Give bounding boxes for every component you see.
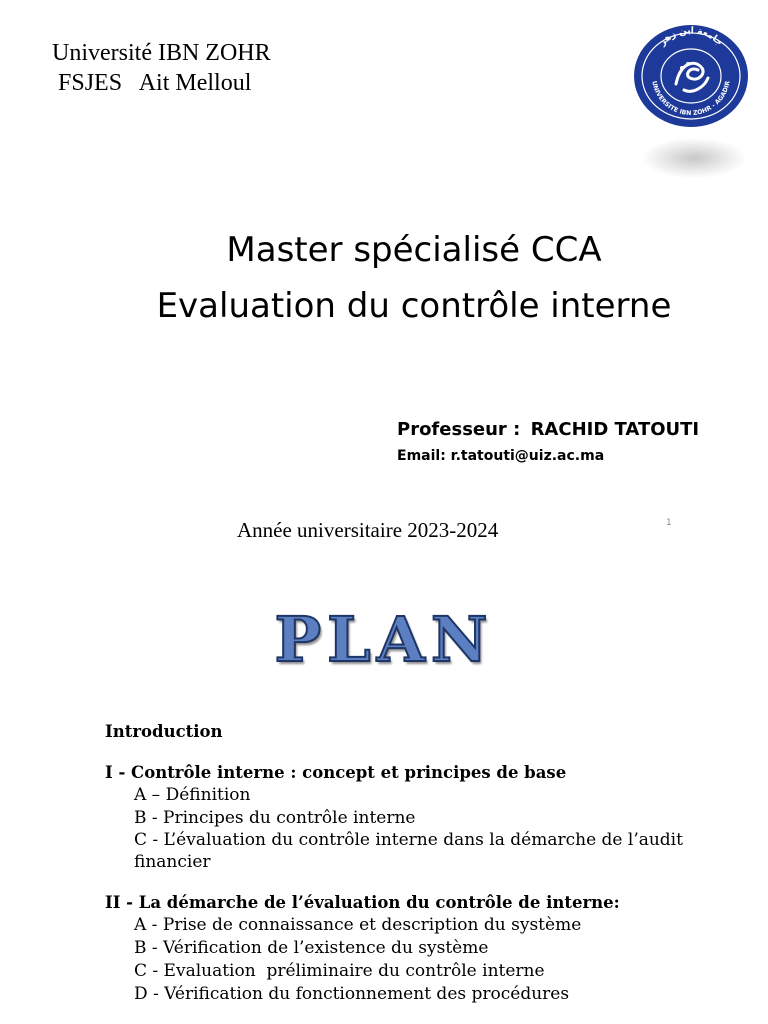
professor-line	[397, 418, 699, 442]
toc-section-1-item-c-continued: financier	[134, 852, 211, 872]
email-line	[397, 445, 604, 467]
toc-section-2-title: II - La démarche de l’évaluation du contrôle de interne:	[105, 893, 620, 912]
title-line-2: Evaluation du contrôle interne	[156, 286, 672, 326]
toc-introduction: Introduction	[105, 722, 223, 741]
university-header	[52, 38, 271, 98]
table-of-contents	[105, 720, 765, 1006]
university-seal-icon	[632, 24, 750, 128]
toc-section-2-item-d: D - Vérification du fonctionnement des procédures	[134, 984, 570, 1004]
university-name: Université IBN ZOHR	[52, 40, 271, 66]
title-line-1: Master spécialisé CCA	[226, 230, 602, 270]
faculty-name: FSJES Ait Melloul	[58, 70, 252, 96]
professor-name: RACHID TATOUTI	[530, 419, 700, 440]
toc-section-2-item-a: A - Prise de connaissance et description du système	[134, 915, 582, 935]
toc-section-1-item-c: C - L’évaluation du contrôle interne dans la démarche de l’audit	[134, 830, 683, 850]
svg-text:جامعة ابن زهر: جامعة ابن زهر	[657, 25, 725, 49]
email-address: r.tatouti@uiz.ac.ma	[450, 448, 605, 464]
plan-heading: PLAN	[274, 603, 494, 676]
toc-section-1-item-a: A – Définition	[134, 785, 251, 805]
document-title	[0, 222, 768, 334]
toc-section-1-item-b: B - Principes du contrôle interne	[134, 808, 416, 828]
toc-section-2-item-c: C - Evaluation préliminaire du contrôle interne	[134, 961, 545, 981]
logo-text: UNIVERSITE IBN ZOHR - AGADIR	[650, 80, 732, 118]
email-label: Email:	[397, 448, 446, 464]
academic-year: Année universitaire 2023-2024	[237, 518, 499, 542]
professor-label: Professeur :	[397, 419, 521, 440]
toc-section-1-title: I - Contrôle interne : concept et principes de base	[105, 763, 567, 782]
page-number: 1	[666, 518, 672, 528]
logo-shadow	[642, 138, 746, 178]
university-logo	[632, 24, 750, 184]
toc-section-2-item-b: B - Vérification de l’existence du système	[134, 938, 489, 958]
